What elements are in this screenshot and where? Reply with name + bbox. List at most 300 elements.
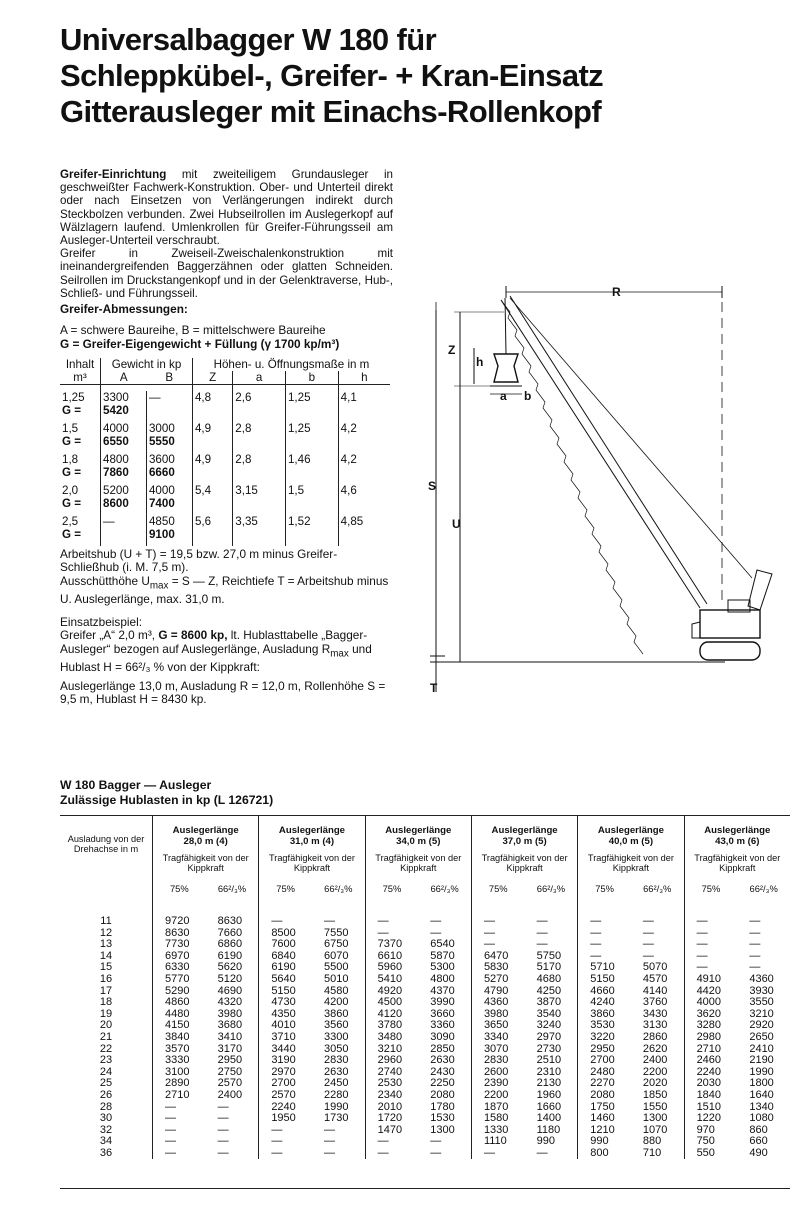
- load-value-cell: 1950: [259, 1113, 312, 1125]
- load-value-cell: 2710: [153, 1090, 206, 1102]
- load-value-cell: 4120: [365, 1009, 418, 1021]
- load-value-cell: —: [684, 916, 737, 928]
- radius-cell: 21: [99, 1030, 113, 1043]
- boom-length-header: Auslegerlänge 43,0 m (6): [684, 816, 790, 847]
- load-value-cell: 4370: [430, 984, 455, 997]
- load-value-cell: 3280: [684, 1020, 737, 1032]
- load-value-cell: —: [217, 1100, 229, 1113]
- load-value-cell: 4920: [365, 986, 418, 998]
- radius-cell: 19: [99, 1007, 113, 1020]
- label-z: Z: [448, 343, 456, 357]
- load-value-cell: 2830: [323, 1054, 349, 1067]
- load-table-row: [60, 1090, 790, 1102]
- load-value-cell: 2390: [471, 1078, 524, 1090]
- load-value-cell: 800: [578, 1148, 631, 1160]
- title-line-1: Universalbagger W 180 für: [60, 22, 437, 57]
- grab-cell-h: 4,6: [340, 484, 357, 497]
- grab-bucket: [494, 354, 518, 382]
- load-value-cell: 5830: [471, 962, 524, 974]
- load-value-cell: 2950: [578, 1044, 631, 1056]
- radius-cell: 32: [99, 1123, 113, 1136]
- load-table-row: [60, 974, 790, 986]
- load-value-cell: 2700: [259, 1078, 312, 1090]
- load-value-cell: 4800: [430, 972, 455, 985]
- grab-cell-z: 5,4: [194, 484, 212, 497]
- grab-cell-av: 3,15: [235, 484, 258, 497]
- load-value-cell: 3650: [471, 1020, 524, 1032]
- load-value-cell: 3760: [642, 996, 668, 1009]
- load-value-cell: 3300: [323, 1030, 349, 1043]
- label-h: h: [476, 355, 484, 369]
- load-value-cell: 3530: [578, 1020, 631, 1032]
- load-value-cell: 2030: [684, 1078, 737, 1090]
- grab-cell-z: 4,9: [194, 422, 212, 435]
- load-value-cell: 4420: [684, 986, 737, 998]
- grab-series-note: A = schwere Baureihe, B = mittelschwere Baureihe: [60, 323, 326, 338]
- grab-cell-av: 2,8: [235, 422, 252, 435]
- load-value-cell: 4150: [153, 1020, 206, 1032]
- load-value-cell: 1220: [684, 1113, 737, 1125]
- load-title-line-1: W 180 Bagger — Ausleger: [60, 778, 212, 792]
- load-value-cell: 3540: [536, 1007, 562, 1020]
- load-value-cell: 2860: [642, 1030, 668, 1043]
- load-value-cell: 5750: [536, 949, 562, 962]
- note-example: Greifer „A“ 2,0 m³, G = 8600 kp, lt. Hublasttabelle „Bagger-Ausleger“ bezogen auf Auslegerlänge, Ausladung $R_{max}$ und Hublast H = 66²/₃ % von der Kippkraft:: [60, 628, 372, 674]
- load-value-cell: 3840: [153, 1032, 206, 1044]
- load-value-cell: 3410: [217, 1030, 243, 1043]
- boom-lattice: [501, 300, 643, 654]
- gt-header-inhalt: Inhalt: [65, 358, 95, 371]
- label-t: T: [430, 681, 438, 695]
- load-value-cell: 2570: [217, 1077, 243, 1090]
- grab-cell-h: 4,85: [340, 515, 364, 528]
- load-value-cell: 2270: [578, 1078, 631, 1090]
- grab-cell-h: 4,1: [340, 391, 357, 404]
- load-value-cell: —: [684, 951, 737, 963]
- load-value-cell: 1550: [642, 1100, 668, 1113]
- load-value-cell: 860: [749, 1123, 768, 1136]
- percent-header: 66²/₃%: [217, 883, 247, 894]
- grab-cell-inhalt: 2,0: [62, 484, 79, 497]
- load-value-cell: 5270: [471, 974, 524, 986]
- grab-cell-inhalt: 1,8: [62, 453, 79, 466]
- load-value-cell: 5010: [323, 972, 349, 985]
- grab-cell-bv: 1,46: [287, 453, 311, 466]
- percent-header: 75%: [259, 873, 312, 916]
- load-value-cell: 3990: [430, 996, 455, 1009]
- load-value-cell: 5500: [323, 961, 349, 974]
- load-value-cell: 2530: [365, 1078, 418, 1090]
- load-value-cell: 4790: [471, 986, 524, 998]
- load-value-cell: 4660: [578, 986, 631, 998]
- load-value-cell: —: [259, 1125, 312, 1137]
- grab-table-row: [60, 391, 390, 422]
- percent-header: 75%: [153, 873, 206, 916]
- gt-header-z: Z: [192, 371, 232, 385]
- load-value-cell: —: [749, 949, 761, 962]
- load-value-cell: 6470: [471, 951, 524, 963]
- load-value-cell: —: [217, 1135, 229, 1148]
- load-value-cell: 1580: [471, 1113, 524, 1125]
- percent-header: 75%: [471, 873, 524, 916]
- load-value-cell: —: [684, 939, 737, 951]
- load-value-cell: 1330: [471, 1125, 524, 1137]
- load-value-cell: —: [365, 1148, 418, 1160]
- load-value-cell: —: [471, 939, 524, 951]
- load-value-cell: 2970: [536, 1030, 562, 1043]
- load-value-cell: 2650: [749, 1030, 774, 1043]
- grab-cell-gb: 6660: [148, 466, 175, 479]
- radius-cell: 30: [99, 1112, 113, 1125]
- load-value-cell: —: [323, 1123, 335, 1136]
- grab-cell-bv: 1,25: [287, 391, 311, 404]
- load-value-cell: 4690: [217, 984, 243, 997]
- load-value-cell: 2280: [323, 1088, 349, 1101]
- radius-cell: 20: [99, 1019, 113, 1032]
- load-value-cell: 660: [749, 1135, 768, 1148]
- gt-header-masse: Höhen- u. Öffnungsmaße in m: [192, 358, 390, 371]
- load-value-cell: —: [642, 949, 654, 962]
- load-value-cell: 3550: [749, 996, 774, 1009]
- load-value-cell: 1530: [430, 1112, 455, 1125]
- load-value-cell: 3210: [365, 1044, 418, 1056]
- load-value-cell: 3130: [642, 1019, 668, 1032]
- load-value-cell: 1960: [536, 1088, 562, 1101]
- load-value-cell: 550: [684, 1148, 737, 1160]
- load-value-cell: —: [430, 1135, 442, 1148]
- grab-cell-h: 4,2: [340, 453, 357, 466]
- load-value-cell: 3860: [578, 1009, 631, 1021]
- load-value-cell: 4000: [684, 997, 737, 1009]
- grab-table-row: [60, 453, 390, 484]
- load-value-cell: —: [684, 928, 737, 940]
- load-value-cell: —: [578, 928, 631, 940]
- percent-header: 66²/₃%: [324, 883, 353, 894]
- radius-cell: 26: [99, 1088, 113, 1101]
- load-value-cell: 2430: [430, 1065, 455, 1078]
- load-value-cell: —: [471, 928, 524, 940]
- boom-chord-left: [501, 300, 700, 608]
- load-value-cell: 1780: [430, 1100, 455, 1113]
- load-value-cell: 3240: [536, 1019, 562, 1032]
- load-value-cell: 3430: [642, 1007, 668, 1020]
- capacity-subheader: Tragfähigkeit von der Kippkraft: [259, 847, 365, 873]
- grab-cell-z: 5,6: [194, 515, 212, 528]
- track-crawler: [700, 642, 760, 660]
- radius-cell: 17: [99, 984, 113, 997]
- percent-header: 66²/₃%: [536, 883, 566, 894]
- radius-cell: 11: [100, 915, 112, 927]
- load-value-cell: 1460: [578, 1113, 631, 1125]
- boom-chord-right: [510, 296, 707, 604]
- load-value-cell: 2960: [365, 1055, 418, 1067]
- load-value-cell: —: [217, 1123, 229, 1136]
- radius-cell: 12: [99, 926, 113, 939]
- load-value-cell: 990: [578, 1136, 631, 1148]
- load-value-cell: 2190: [749, 1054, 774, 1067]
- grab-cell-g: G =: [62, 404, 82, 417]
- load-value-cell: 880: [642, 1135, 662, 1148]
- load-value-cell: —: [749, 915, 761, 927]
- grab-cell-bv: 1,52: [287, 515, 311, 528]
- grab-cell-av: 2,6: [235, 391, 252, 404]
- load-value-cell: 5870: [430, 949, 455, 962]
- grab-cell-ga: 7860: [103, 466, 129, 479]
- percent-header: 66²/₃%: [430, 883, 459, 894]
- load-value-cell: 1730: [323, 1112, 349, 1125]
- load-value-cell: —: [749, 938, 761, 951]
- grab-dimensions-section: [60, 303, 396, 351]
- label-u: U: [452, 517, 461, 531]
- grab-cell-g: G =: [62, 466, 82, 479]
- load-value-cell: 5410: [365, 974, 418, 986]
- gt-header-inhalt-unit: m³: [73, 371, 87, 384]
- load-value-cell: 2980: [684, 1032, 737, 1044]
- radius-cell: 14: [99, 949, 113, 962]
- intro-text: [60, 168, 393, 300]
- load-value-cell: —: [642, 915, 654, 927]
- note-example-heading: Einsatzbeispiel:: [60, 614, 142, 629]
- load-value-cell: 3360: [430, 1019, 455, 1032]
- load-value-cell: 1990: [323, 1100, 349, 1113]
- load-value-cell: —: [471, 1148, 524, 1160]
- gt-header-a2: a: [233, 371, 286, 385]
- load-value-cell: 3560: [323, 1019, 349, 1032]
- load-value-cell: 1470: [365, 1125, 418, 1137]
- load-value-cell: 3090: [430, 1030, 455, 1043]
- load-value-cell: —: [642, 938, 654, 951]
- capacity-subheader: Tragfähigkeit von der Kippkraft: [684, 847, 790, 873]
- grab-cell-inhalt: 2,5: [62, 515, 79, 528]
- load-value-cell: 2240: [684, 1067, 737, 1079]
- load-value-cell: —: [217, 1146, 229, 1159]
- load-value-cell: 2130: [536, 1077, 562, 1090]
- load-value-cell: 990: [536, 1135, 555, 1148]
- load-value-cell: 4860: [153, 997, 206, 1009]
- radius-cell: 13: [99, 938, 113, 951]
- load-value-cell: —: [749, 926, 761, 939]
- load-value-cell: 2830: [471, 1055, 524, 1067]
- radius-cell: 34: [99, 1135, 113, 1148]
- load-value-cell: 5960: [365, 962, 418, 974]
- load-value-cell: 2710: [684, 1044, 737, 1056]
- grab-cell-gb: 9100: [148, 528, 175, 541]
- radius-cell: 16: [99, 972, 113, 985]
- load-value-cell: 1070: [642, 1123, 668, 1136]
- crane-diagram: [400, 282, 800, 702]
- grab-cell-a: 5200: [103, 484, 129, 497]
- load-value-cell: —: [365, 916, 418, 928]
- intro-paragraph-1: [60, 168, 393, 247]
- load-value-cell: —: [365, 928, 418, 940]
- percent-header: 66²/₃%: [643, 883, 672, 894]
- load-value-cell: 1640: [749, 1088, 774, 1101]
- counterweight-mast: [748, 570, 772, 610]
- load-value-cell: 1800: [749, 1077, 774, 1090]
- capacity-subheader: Tragfähigkeit von der Kippkraft: [471, 847, 577, 873]
- note-example-result: Auslegerlänge 13,0 m, Ausladung R = 12,0 m, Rollenhöhe S = 9,5 m, Hublast H = 8430 kp.: [60, 678, 386, 707]
- load-value-cell: —: [153, 1125, 206, 1137]
- load-value-cell: 2480: [578, 1067, 631, 1079]
- load-value-cell: 3210: [749, 1007, 774, 1020]
- grab-dimensions-heading: Greifer-Abmessungen:: [60, 302, 188, 316]
- label-a: a: [500, 389, 507, 403]
- grab-cell-b: 3000: [148, 422, 175, 435]
- load-value-cell: 3780: [365, 1020, 418, 1032]
- load-value-cell: 2460: [684, 1055, 737, 1067]
- load-table: [60, 816, 790, 1159]
- grab-cell-h: 4,2: [340, 422, 357, 435]
- grab-dimensions-table: [60, 358, 390, 546]
- radius-header: Ausladung von der Drehachse in m: [67, 834, 145, 854]
- load-value-cell: 3710: [259, 1032, 312, 1044]
- load-value-cell: 4360: [749, 972, 774, 985]
- load-value-cell: —: [430, 926, 442, 939]
- excavator-body: [700, 610, 760, 638]
- load-value-cell: 3980: [217, 1007, 243, 1020]
- intro-text-1: mit zweiteiligem Grundausleger in geschweißter Fachwerk-Konstruktion. Ober- und Unterteil direkt oder nach Einsetzen von Verlängerungen indirekt durch Steckbolzen verbunden. Zwei Hubseilrollen im Auslegerkopf auf Wälzlagern laufend. Umlenkrollen für Greifer-Führungsseil am Ausleger-Unterteil verschraubt.: [60, 168, 393, 248]
- gt-header-b: B: [165, 371, 174, 384]
- pendant-rope: [510, 298, 752, 578]
- load-value-cell: —: [365, 1136, 418, 1148]
- load-value-cell: 5120: [217, 972, 243, 985]
- title-line-3: Gitterausleger mit Einachs-Rollenkopf: [60, 94, 602, 129]
- grab-table-row: [60, 484, 390, 515]
- load-value-cell: 2250: [430, 1077, 455, 1090]
- grab-cell-inhalt: 1,25: [62, 391, 85, 404]
- grab-cell-ga: 5420: [103, 404, 129, 417]
- load-value-cell: 2600: [471, 1067, 524, 1079]
- load-value-cell: 2700: [578, 1055, 631, 1067]
- load-value-cell: 3680: [217, 1019, 243, 1032]
- load-value-cell: 3190: [259, 1055, 312, 1067]
- load-value-cell: 2630: [323, 1065, 349, 1078]
- load-value-cell: 750: [684, 1136, 737, 1148]
- load-value-cell: —: [259, 916, 312, 928]
- load-value-cell: 4240: [578, 997, 631, 1009]
- load-value-cell: —: [259, 1148, 312, 1160]
- grab-cell-ga: 8600: [103, 497, 129, 510]
- load-value-cell: 1720: [365, 1113, 418, 1125]
- load-value-cell: —: [536, 926, 548, 939]
- load-value-cell: 1870: [471, 1102, 524, 1114]
- grab-cell-a: 3300: [103, 391, 129, 404]
- load-value-cell: 2730: [536, 1042, 562, 1055]
- load-value-cell: 1210: [578, 1125, 631, 1137]
- grab-cell-av: 3,35: [235, 515, 258, 528]
- load-value-cell: 4010: [259, 1020, 312, 1032]
- load-value-cell: 2200: [642, 1065, 668, 1078]
- load-table-title: [60, 778, 273, 808]
- load-value-cell: 7730: [153, 939, 206, 951]
- load-value-cell: —: [578, 939, 631, 951]
- load-value-cell: —: [153, 1102, 206, 1114]
- load-value-cell: —: [153, 1113, 206, 1125]
- load-value-cell: 5620: [217, 961, 243, 974]
- grab-cell-g: G =: [62, 497, 82, 510]
- load-value-cell: 1300: [430, 1123, 455, 1136]
- load-value-cell: 6970: [153, 951, 206, 963]
- load-value-cell: 3860: [323, 1007, 349, 1020]
- gt-header-a: A: [101, 371, 147, 385]
- load-value-cell: 3570: [153, 1044, 206, 1056]
- boom-length-header: Auslegerlänge 31,0 m (4): [259, 816, 365, 847]
- title-line-2: Schleppkübel-, Greifer- + Kran-Einsatz: [60, 58, 604, 93]
- load-value-cell: 3050: [323, 1042, 349, 1055]
- load-value-cell: 2340: [365, 1090, 418, 1102]
- load-value-cell: 2080: [578, 1090, 631, 1102]
- grab-cell-a: —: [103, 515, 115, 528]
- radius-cell: 36: [99, 1146, 113, 1159]
- load-value-cell: 5300: [430, 961, 455, 974]
- load-value-cell: 2020: [642, 1077, 668, 1090]
- load-value-cell: 3220: [578, 1032, 631, 1044]
- load-value-cell: 5640: [259, 974, 312, 986]
- load-value-cell: 2200: [471, 1090, 524, 1102]
- load-value-cell: 8500: [259, 928, 312, 940]
- radius-cell: 25: [99, 1077, 113, 1090]
- boom-length-header: Auslegerlänge 37,0 m (5): [471, 816, 577, 847]
- load-value-cell: —: [536, 915, 548, 927]
- gt-header-gewicht: Gewicht in kp: [101, 358, 193, 371]
- load-value-cell: 3330: [153, 1055, 206, 1067]
- load-value-cell: 6610: [365, 951, 418, 963]
- load-value-cell: 7660: [217, 926, 243, 939]
- load-value-cell: 2410: [749, 1042, 774, 1055]
- load-value-cell: 6190: [259, 962, 312, 974]
- load-value-cell: 2920: [749, 1019, 774, 1032]
- load-value-cell: 3930: [749, 984, 774, 997]
- grab-cell-gb: 5550: [148, 435, 175, 448]
- grab-cell-bv: 1,25: [287, 422, 311, 435]
- load-table-bottom-rule: [60, 1188, 790, 1189]
- grab-cell-bv: 1,5: [287, 484, 305, 497]
- load-value-cell: 7600: [259, 939, 312, 951]
- note-arbeitshub: Arbeitshub (U + T) = 19,5 bzw. 27,0 m minus Greifer-Schließhub (i. M. 7,5 m).: [60, 547, 338, 575]
- load-value-cell: —: [217, 1112, 229, 1125]
- load-value-cell: 1850: [642, 1088, 668, 1101]
- radius-cell: 15: [99, 961, 113, 974]
- gt-header-b2: b: [285, 371, 338, 385]
- load-value-cell: —: [430, 915, 442, 927]
- load-value-cell: 4140: [642, 984, 668, 997]
- load-value-cell: 2740: [365, 1067, 418, 1079]
- load-value-cell: 4350: [259, 1009, 312, 1021]
- grab-cell-b: —: [148, 391, 161, 404]
- intro-bold-term: Greifer-Einrichtung: [60, 168, 167, 181]
- load-value-cell: 1340: [749, 1100, 774, 1113]
- load-value-cell: 5710: [578, 962, 631, 974]
- load-table-row: [60, 1032, 790, 1044]
- grab-cell-ga: 6550: [103, 435, 129, 448]
- load-value-cell: 1400: [536, 1112, 562, 1125]
- load-value-cell: 9720: [153, 916, 206, 928]
- load-value-cell: 1080: [749, 1112, 774, 1125]
- load-value-cell: —: [323, 1146, 335, 1159]
- capacity-subheader: Tragfähigkeit von der Kippkraft: [153, 847, 259, 873]
- load-value-cell: 1110: [471, 1136, 524, 1148]
- radius-cell: 28: [99, 1100, 113, 1113]
- grab-cell-a: 4000: [103, 422, 129, 435]
- load-value-cell: 2400: [642, 1054, 668, 1067]
- radius-cell: 24: [99, 1065, 113, 1078]
- load-value-cell: 4680: [536, 972, 562, 985]
- load-value-cell: 4320: [217, 996, 243, 1009]
- load-value-cell: 3440: [259, 1044, 312, 1056]
- load-value-cell: 2010: [365, 1102, 418, 1114]
- grab-table-row: [60, 422, 390, 453]
- load-value-cell: —: [153, 1136, 206, 1148]
